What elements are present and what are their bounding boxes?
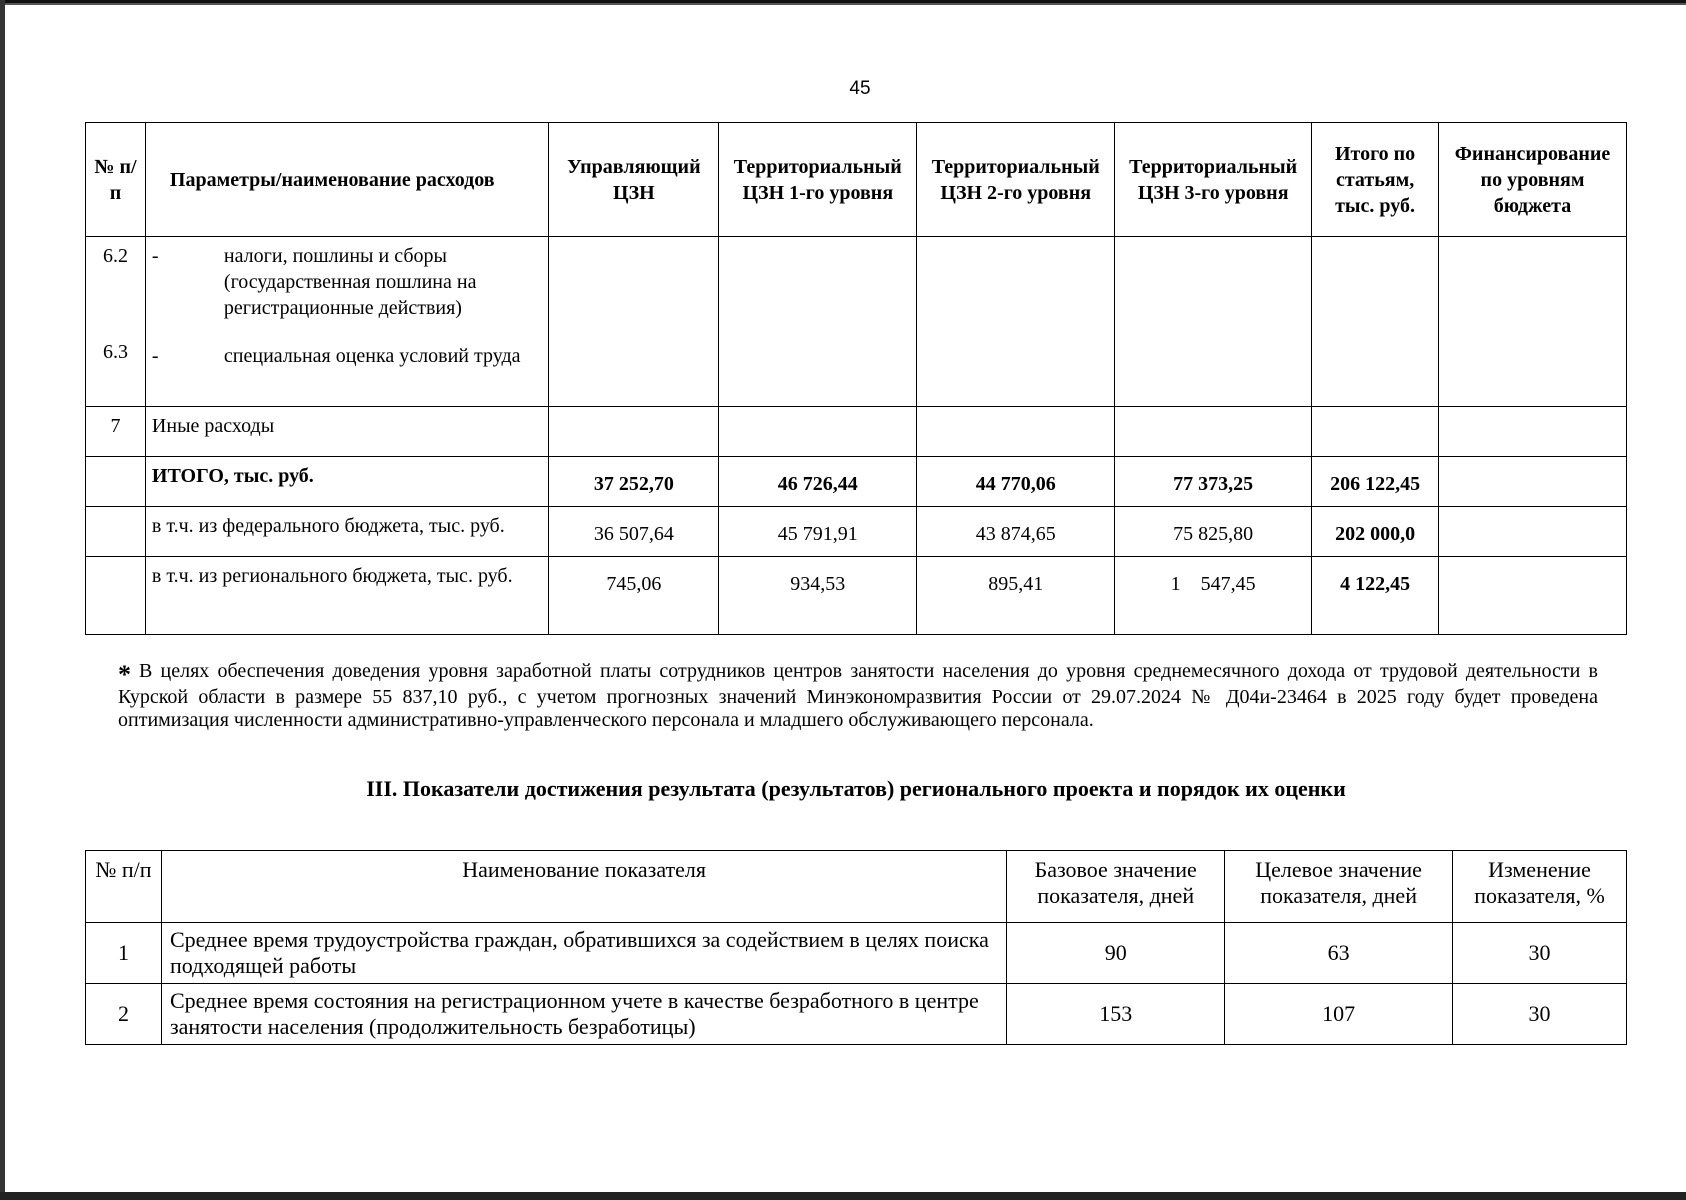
- list-item: [152, 343, 543, 369]
- empty-cell: [1312, 237, 1439, 407]
- scan-edge-top: [0, 0, 1686, 8]
- table-row: [86, 237, 1627, 407]
- row-label: Иные расходы: [145, 407, 549, 457]
- section-heading: III. Показатели достижения результата (результатов) регионального проекта и порядок их оценки: [366, 776, 1346, 801]
- subitem-text: налоги, пошлины и сборы (государственная пошлина на регистрационные действия): [223, 245, 477, 319]
- row-label: в т.ч. из федерального бюджета, тыс. руб.: [145, 507, 549, 557]
- header-upr: Управляющий ЦЗН: [549, 123, 719, 237]
- header-fin: Финансирование по уровням бюджета: [1439, 123, 1627, 237]
- subitem-text: специальная оценка условий труда: [223, 345, 521, 367]
- value-change: 30: [1453, 923, 1627, 984]
- table-row: [86, 557, 1627, 635]
- header-name: Наименование показателя: [161, 851, 1006, 923]
- subitem-num: 6.3: [102, 341, 128, 363]
- header-num: № п/п: [86, 851, 162, 923]
- list-item: [152, 243, 543, 321]
- value-t3: 77 373,25: [1115, 457, 1312, 507]
- value-t3: [1115, 407, 1312, 457]
- table-row: [86, 923, 1627, 984]
- header-num: № п/п: [86, 123, 146, 237]
- value-total: [1312, 407, 1439, 457]
- value-t1: 934,53: [719, 557, 917, 635]
- value-base: 90: [1007, 923, 1225, 984]
- value-fin: [1439, 507, 1627, 557]
- value-t1: 45 791,91: [719, 507, 917, 557]
- value-change: 30: [1453, 984, 1627, 1045]
- value-t2: [917, 407, 1115, 457]
- value-t2: 895,41: [917, 557, 1115, 635]
- value-target: 63: [1225, 923, 1453, 984]
- value-upr: 745,06: [549, 557, 719, 635]
- footnote-text: В целях обеспечения доведения уровня заработной платы сотрудников центров занятости населения до уровня среднемесячного дохода от трудовой деятельности в Курской области в размере 55 837,10 руб., с учетом прогнозных значений Минэкономразвития России от 29.07.2024 № Д04и-23464 в 2025 году будет проведена оптимизация численности административно-управленческого персонала и младшего обслуживающего персонала.: [118, 660, 1598, 731]
- subitem-dash: -: [151, 345, 159, 367]
- empty-cell: [1115, 237, 1312, 407]
- empty-cell: [549, 237, 719, 407]
- scan-edge-bottom: [0, 1189, 1686, 1200]
- row-num: [86, 457, 146, 507]
- value-target: 107: [1225, 984, 1453, 1045]
- header-total: Итого по статьям, тыс. руб.: [1312, 123, 1439, 237]
- empty-cell: [719, 237, 917, 407]
- row-num: [86, 507, 146, 557]
- value-upr: 37 252,70: [549, 457, 719, 507]
- footnote: [118, 660, 1598, 732]
- value-t2: 44 770,06: [917, 457, 1115, 507]
- row-num: [86, 557, 146, 635]
- scan-edge-left: [0, 0, 5, 1200]
- value-t1: 46 726,44: [719, 457, 917, 507]
- expenses-table: [85, 122, 1627, 635]
- indicators-table: [85, 850, 1627, 1045]
- indicator-name: Среднее время состояния на регистрационном учете в качестве безработного в центре занятости населения (продолжительность безработицы): [161, 984, 1006, 1045]
- value-total: 206 122,45: [1312, 457, 1439, 507]
- header-param: Параметры/наименование расходов: [145, 123, 549, 237]
- value-upr: [549, 407, 719, 457]
- value-total: 202 000,0: [1312, 507, 1439, 557]
- value-t1: [719, 407, 917, 457]
- value-total: 4 122,45: [1312, 557, 1439, 635]
- page-number: 45: [849, 78, 871, 99]
- value-t3: 75 825,80: [1115, 507, 1312, 557]
- value-fin: [1439, 457, 1627, 507]
- subitem-nums-cell: [86, 237, 146, 407]
- header-t3: Территориальный ЦЗН 3-го уровня: [1115, 123, 1312, 237]
- header-target: Целевое значение показателя, дней: [1225, 851, 1453, 923]
- indicator-name: Среднее время трудоустройства граждан, обратившихся за содействием в целях поиска подходящей работы: [161, 923, 1006, 984]
- header-base: Базовое значение показателя, дней: [1007, 851, 1225, 923]
- subitem-text-cell: [145, 237, 549, 407]
- indicators-header-row: [86, 851, 1627, 923]
- header-change: Изменение показателя, %: [1453, 851, 1627, 923]
- value-fin: [1439, 557, 1627, 635]
- subitem-num: 6.2: [102, 245, 128, 267]
- footnote-marker: *: [118, 660, 131, 689]
- empty-cell: [1439, 237, 1627, 407]
- row-num: 1: [86, 923, 162, 984]
- row-label: ИТОГО, тыс. руб.: [145, 457, 549, 507]
- value-t3: 1 547,45: [1115, 557, 1312, 635]
- row-num: 7: [86, 407, 146, 457]
- table-row: [86, 407, 1627, 457]
- value-base: 153: [1007, 984, 1225, 1045]
- row-num: 2: [86, 984, 162, 1045]
- header-t2: Территориальный ЦЗН 2-го уровня: [917, 123, 1115, 237]
- value-upr: 36 507,64: [549, 507, 719, 557]
- value-t2: 43 874,65: [917, 507, 1115, 557]
- header-t1: Территориальный ЦЗН 1-го уровня: [719, 123, 917, 237]
- subitem-dash: -: [151, 245, 159, 267]
- expenses-header-row: [86, 123, 1627, 237]
- table-row: [86, 984, 1627, 1045]
- value-fin: [1439, 407, 1627, 457]
- row-label: в т.ч. из регионального бюджета, тыс. руб.: [145, 557, 549, 635]
- empty-cell: [917, 237, 1115, 407]
- table-row: [86, 457, 1627, 507]
- table-row: [86, 507, 1627, 557]
